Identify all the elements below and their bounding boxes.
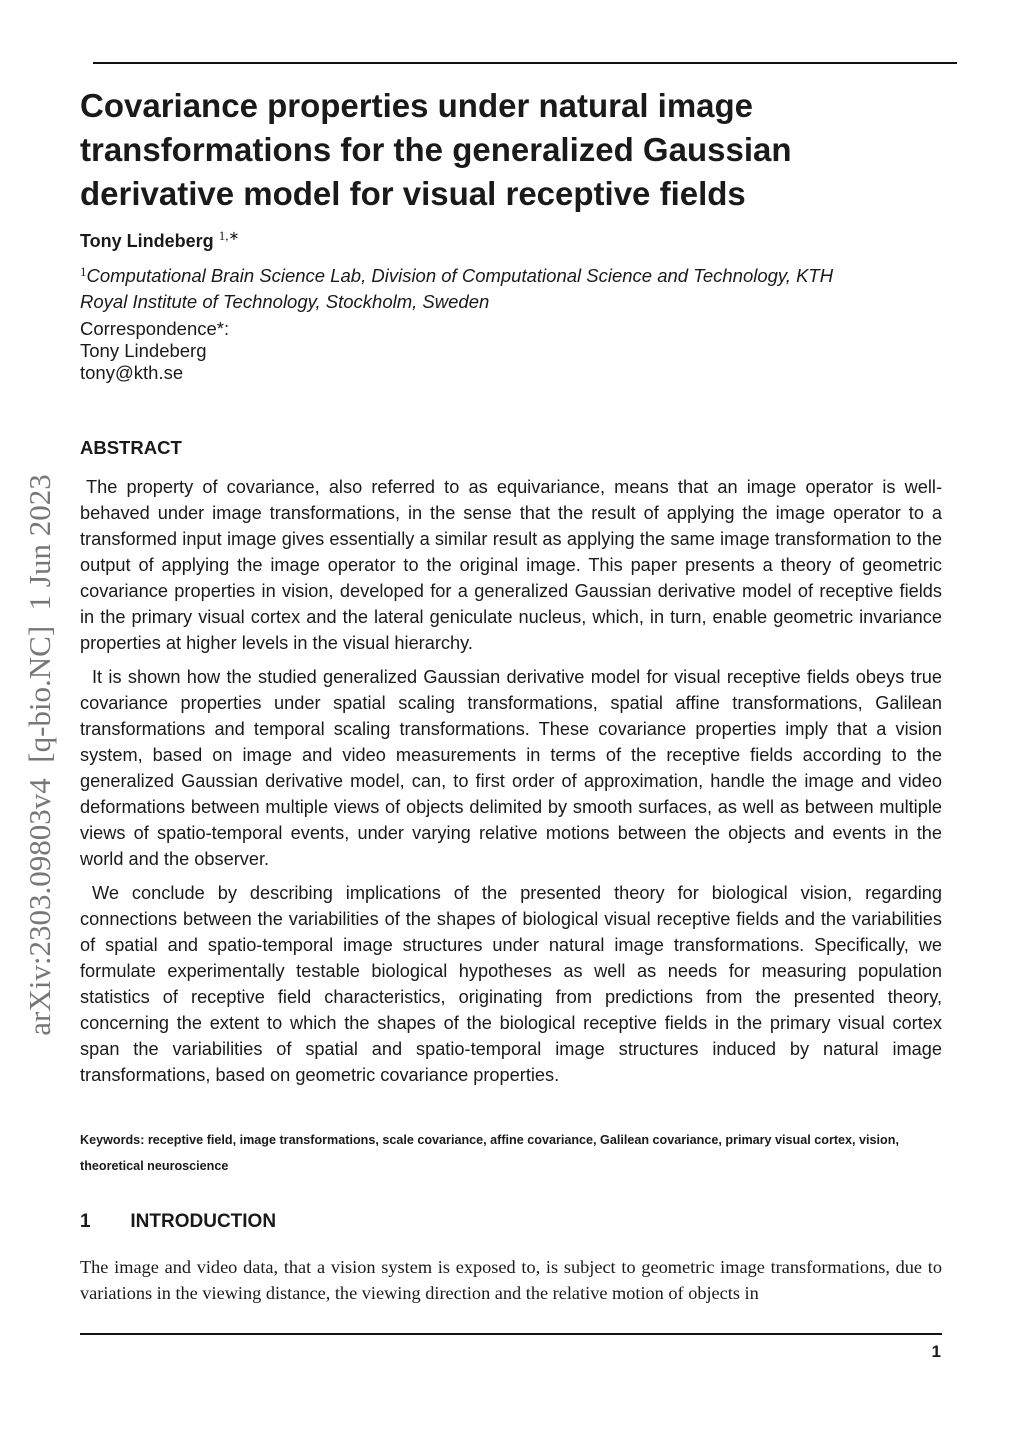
correspondence-email[interactable]: tony@kth.se [80,362,184,383]
correspondence-name: Tony Lindeberg [80,340,207,361]
affiliation [80,259,840,315]
author-name: Tony Lindeberg [80,231,214,251]
arxiv-stamp: arXiv:2303.09803v4 [q-bio.NC] 1 Jun 2023 [22,474,57,1036]
section-heading-introduction: 1 INTRODUCTION [80,1211,277,1232]
page-number: 1 [931,1342,941,1361]
keywords: Keywords: receptive field, image transformations, scale covariance, affine covariance, Galilean covariance, primary visual cortex, vision, theoretical neuroscience [80,1133,899,1173]
author-line [80,228,239,252]
top-rule [93,62,957,64]
abstract-paragraph: It is shown how the studied generalized Gaussian derivative model for visual receptive fields obeys true covariance properties under spatial scaling transformations, spatial affine transformations, Galilean transformations and temporal scaling transformations. These covariance properties imply that a vision system, based on image and video measurements in terms of the receptive fields according to the generalized Gaussian derivative model, can, to first order of approximation, handle the image and video deformations between multiple views of objects delimited by smooth surfaces, as well as between multiple views of spatio-temporal events, under varying relative motions between the objects and events in the world and the observer. [80,667,942,869]
correspondence [80,318,229,384]
affiliation-marker: 1 [80,264,87,279]
correspondence-label: Correspondence*: [80,318,230,339]
paper-title: Covariance properties under natural image transformations for the generalized Gaussian derivative model for visual receptive fields [80,87,792,212]
author-marker: 1,∗ [218,228,240,243]
bottom-rule [80,1333,942,1335]
abstract-body [80,474,942,1096]
introduction-text: The image and video data, that a vision system is exposed to, is subject to geometric image transformations, due to variations in the viewing distance, the viewing direction and the relative motion of objects in [80,1257,942,1303]
affiliation-text: Computational Brain Science Lab, Division of Computational Science and Technology, KTH Royal Institute of Technology, Stockholm, Sweden [80,265,834,312]
abstract-heading: ABSTRACT [80,437,182,458]
abstract-paragraph: We conclude by describing implications of the presented theory for biological vision, regarding connections between the variabilities of the shapes of biological visual receptive fields and the variabilities of spatial and spatio-temporal image structures under natural image transformations. Specifically, we formulate experimentally testable biological hypotheses as well as needs for measuring population statistics of receptive field characteristics, originating from predictions from the presented theory, concerning the extent to which the shapes of the biological receptive fields in the primary visual cortex span the variabilities of spatial and spatio-temporal image structures induced by natural image transformations, based on geometric covariance properties. [80,883,942,1085]
abstract-paragraph: The property of covariance, also referred to as equivariance, means that an image operator is well-behaved under image transformations, in the sense that the result of applying the image operator to a transformed input image gives essentially a similar result as applying the same image transformation to the output of applying the image operator to the original image. This paper presents a theory of geometric covariance properties in vision, developed for a generalized Gaussian derivative model of receptive fields in the primary visual cortex and the lateral geniculate nucleus, which, in turn, enable geometric invariance properties at higher levels in the visual hierarchy. [80,477,942,653]
